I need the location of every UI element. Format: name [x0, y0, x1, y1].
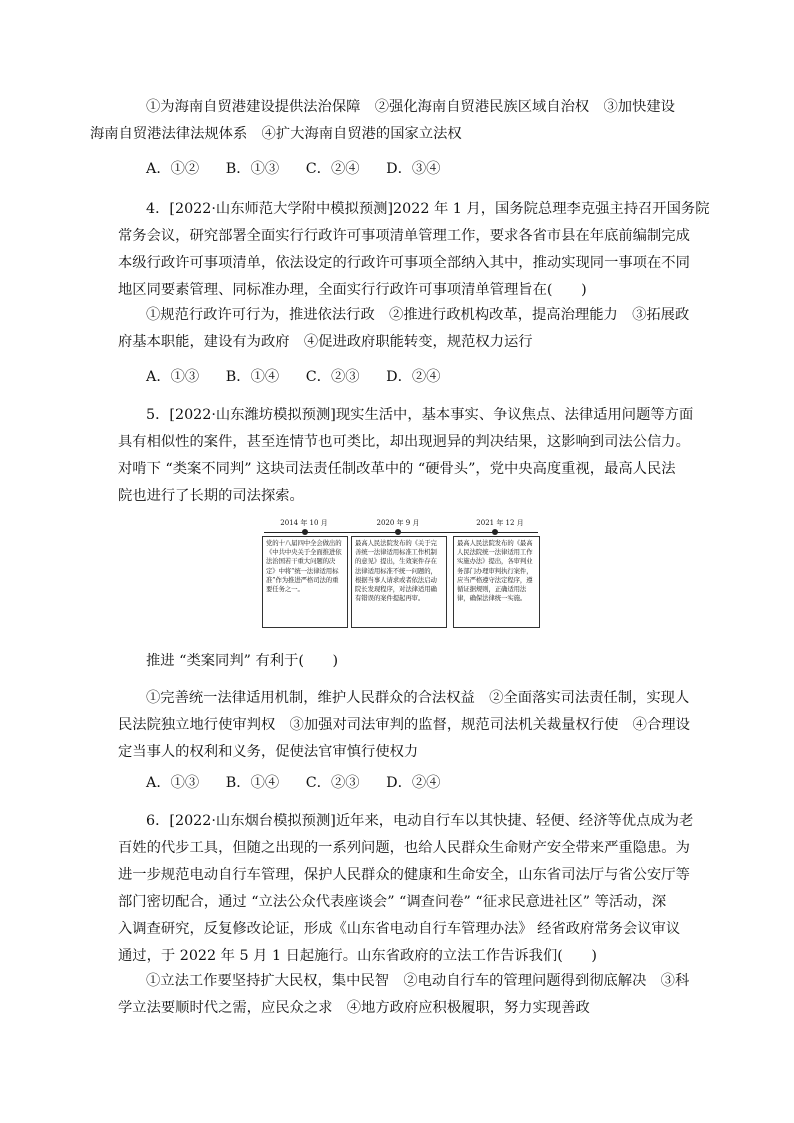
timeline-event-box: 党的十八届四中全会做出的《中共中央关于全面推进依法治国若干重大问题的决定》中将“统一法律适用标准”作为推进严格司法的重要任务之一。 [262, 536, 348, 628]
choice-c: C．②③ [305, 775, 360, 791]
q5-choices [146, 770, 646, 797]
q6-stem-line: 入调查研究，反复修改论证，形成《山东省电动自行车管理办法》 经省政府常务会议审议 [118, 921, 681, 937]
q4-stem-line: 本级行政许可事项清单，依法设定的行政许可事项全部纳入其中，推动实现同一事项在不同 [118, 255, 690, 271]
q5-stem-line: 院也进行了长期的司法探索。 [118, 488, 304, 504]
q5-options-line: 民法院独立地行使审判权 ③加强对司法审判的监督，规范司法机关裁量权行使 ④合理设 [118, 717, 690, 733]
choice-b: B．①④ [225, 775, 280, 791]
q6-stem [118, 808, 694, 970]
choice-c: C．②③ [305, 369, 360, 385]
timeline-date: 2020 年 9 月 [376, 519, 420, 527]
q5-stem [118, 402, 694, 510]
q6-options-line: 学立法要顺时代之需，应民众之求 ④地方政府应积极履职，努力实现善政 [118, 1000, 590, 1016]
q4-choices [146, 364, 646, 391]
q5-options-line: ①完善统一法律适用机制，维护人民群众的合法权益 ②全面落实司法责任制，实现人 [146, 690, 690, 706]
q3-options-line: ①为海南自贸港建设提供法治保障 ②强化海南自贸港民族区域自治权 ③加快建设 [146, 99, 675, 115]
q6-stem-line: 进一步规范电动自行车管理，保护人民群众的健康和生命安全，山东省司法厅与省公安厅等 [118, 867, 690, 883]
choice-d: D．②④ [386, 369, 441, 385]
choice-a: A．①② [146, 161, 200, 177]
choice-b: B．①③ [225, 161, 280, 177]
q6-stem-line: 部门密切配合，通过 “立法公众代表座谈会” “调查问卷” “征求民意进社区” 等活动，深 [118, 894, 667, 910]
choice-d: D．③④ [386, 161, 441, 177]
timeline-dot [302, 529, 308, 535]
q4-stem [118, 196, 710, 304]
timeline-dot [492, 529, 498, 535]
q6-options-line: ①立法工作要坚持扩大民权，集中民智 ②电动自行车的管理问题得到彻底解决 ③科 [146, 973, 690, 989]
q4-options [118, 302, 690, 356]
q5-options [118, 685, 690, 766]
q4-stem-line: 地区同要素管理、同标准办理，全面实行行政许可事项清单管理旨在( ) [118, 282, 587, 298]
choice-a: A．①③ [146, 369, 200, 385]
timeline-figure [262, 512, 540, 632]
q6-stem-line: 百姓的代步工具，但随之出现的一系列问题，也给人民群众生命财产安全带来严重隐患。为 [118, 840, 690, 856]
timeline-event-box: 最高人民法院发布的《最高人民法院统一法律适用工作实施办法》提出，各审判业务部门办理审判执行案件，应当严格遵守法定程序，遵循证据规则，正确适用法律，确保法律统一实施。 [453, 536, 540, 628]
choice-a: A．①③ [146, 775, 200, 791]
q5-question [118, 648, 678, 675]
q6-stem-line: 通过，于 2022 年 5 月 1 日起施行。山东省政府的立法工作告诉我们( ) [118, 948, 598, 964]
choice-c: C．②④ [305, 161, 360, 177]
q5-question-line: 推进 “类案同判” 有利于( ) [146, 653, 339, 669]
q4-options-line: ①规范行政许可行为，推进依法行政 ②推进行政机构改革，提高治理能力 ③拓展政 [146, 307, 690, 323]
timeline-event-box: 最高人民法院发布的《关于完善统一法律适用标准工作机制的意见》提出，生效案件存在法律适用标准不统一问题的，根据当事人请求或者依法启动院长发现程序，对法律适用确有错误的案件提起再审。 [351, 536, 447, 628]
q4-options-line: 府基本职能，建设有为政府 ④促进政府职能转变，规范权力运行 [118, 334, 533, 350]
choice-b: B．①④ [225, 369, 280, 385]
q3-options [90, 94, 678, 148]
q6-stem-line: 6．[2022·山东烟台模拟预测]近年来，电动自行车以其快捷、轻便、经济等优点成为老 [146, 813, 694, 829]
q4-stem-line: 4．[2022·山东师范大学附中模拟预测]2022 年 1 月，国务院总理李克强主持召开国务院 [146, 201, 710, 217]
q5-stem-line: 5．[2022·山东潍坊模拟预测]现实生活中，基本事实、争议焦点、法律适用问题等方面 [146, 407, 694, 423]
q5-stem-line: 具有相似性的案件，甚至连情节也可类比，却出现迥异的判决结果，这影响到司法公信力。 [118, 434, 690, 450]
q4-stem-line: 常务会议，研究部署全面实行行政许可事项清单管理工作，要求各省市县在年底前编制完成 [118, 228, 690, 244]
timeline-date: 2021 年 12 月 [476, 519, 524, 527]
q5-stem-line: 对啃下 “类案不同判” 这块司法责任制改革中的 “硬骨头”，党中央高度重视，最高人民法 [118, 461, 676, 477]
timeline-dot [395, 529, 401, 535]
q5-options-line: 定当事人的权利和义务，促使法官审慎行使权力 [118, 744, 419, 760]
q3-options-line: 海南自贸港法律法规体系 ④扩大海南自贸港的国家立法权 [90, 126, 462, 142]
timeline-date: 2014 年 10 月 [280, 519, 328, 527]
q6-options [118, 968, 690, 1022]
q3-choices [146, 156, 646, 183]
choice-d: D．②④ [386, 775, 441, 791]
